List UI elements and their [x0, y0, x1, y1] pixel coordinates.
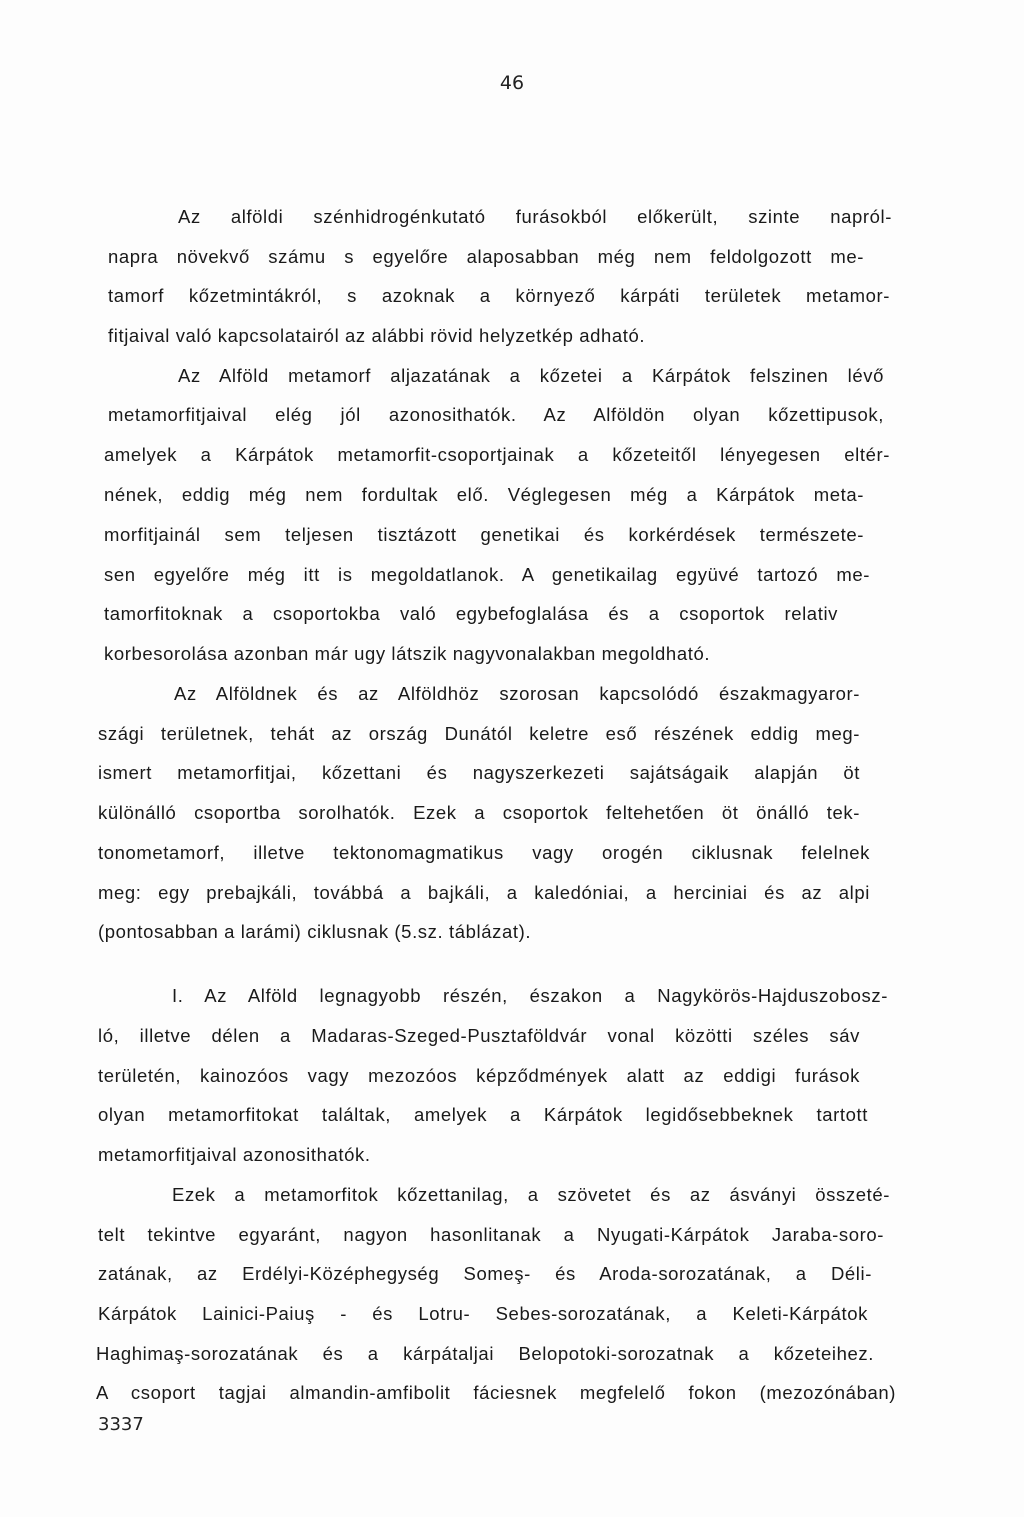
text-line: tamorfitoknak a csoportokba való egybefoglalása és a csoportok relativ — [104, 603, 838, 624]
text-line: sen egyelőre még itt is megoldatlanok. A genetikailag együvé tartozó me- — [104, 564, 870, 585]
text-line: nének, eddig még nem fordultak elő. Véglegesen még a Kárpátok meta- — [104, 484, 864, 505]
text-line: Az alföldi szénhidrogénkutató furásokból előkerült, szinte napról- — [178, 206, 892, 227]
page-number: 46 — [499, 72, 525, 94]
text-line: telt tekintve egyaránt, nagyon hasonlitanak a Nyugati-Kárpátok Jaraba-soro- — [98, 1224, 884, 1245]
text-line: tonometamorf, illetve tektonomagmatikus vagy orogén ciklusnak felelnek — [98, 842, 870, 863]
text-line: Az Alföld metamorf aljazatának a kőzetei a Kárpátok felszinen lévő — [178, 365, 884, 386]
text-line: (pontosabban a larámi) ciklusnak (5.sz. táblázat). — [98, 921, 532, 942]
text-line: amelyek a Kárpátok metamorfit-csoportjainak a kőzeteitől lényegesen eltér- — [104, 444, 890, 465]
text-line: zatának, az Erdélyi-Középhegység Someş- és Aroda-sorozatának, a Déli- — [98, 1263, 872, 1284]
text-line: Ezek a metamorfitok kőzettanilag, a szövetet és az ásványi összeté- — [172, 1184, 890, 1205]
text-line: különálló csoportba sorolhatók. Ezek a csoportok feltehetően öt önálló tek- — [98, 802, 860, 823]
text-line: metamorfitjaival azonosithatók. — [98, 1144, 371, 1165]
text-line: ló, illetve délen a Madaras-Szeged-Pusztaföldvár vonal közötti széles sáv — [98, 1025, 860, 1046]
text-line: ismert metamorfitjai, kőzettani és nagyszerkezeti sajátságaik alapján öt — [98, 762, 860, 783]
text-line: Haghimaş-sorozatának és a kárpátaljai Belopotoki-sorozatnak a kőzeteihez. — [96, 1343, 874, 1364]
footer-code: 3337 — [98, 1414, 144, 1435]
text-line: tamorf kőzetmintákról, s azoknak a környező kárpáti területek metamor- — [108, 285, 890, 306]
text-line: napra növekvő számu s egyelőre alaposabban még nem feldolgozott me- — [108, 246, 864, 267]
text-line: területén, kainozóos vagy mezozóos képződmények alatt az eddigi furások — [98, 1065, 860, 1086]
text-line: Kárpátok Lainici-Paiuş - és Lotru- Sebes-sorozatának, a Keleti-Kárpátok — [98, 1303, 868, 1324]
text-line: meg: egy prebajkáli, továbbá a bajkáli, a kaledóniai, a herciniai és az alpi — [98, 882, 870, 903]
text-line: Az Alföldnek és az Alföldhöz szorosan kapcsolódó északmagyaror- — [174, 683, 860, 704]
text-line: A csoport tagjai almandin-amfibolit fáciesnek megfelelő fokon (mezozónában) — [96, 1382, 896, 1403]
text-line: fitjaival való kapcsolatairól az alábbi rövid helyzetkép adható. — [108, 325, 646, 346]
text-line: morfitjainál sem teljesen tisztázott genetikai és korkérdések természete- — [104, 524, 864, 545]
text-line: olyan metamorfitokat találtak, amelyek a Kárpátok legidősebbeknek tartott — [98, 1104, 868, 1125]
text-line: metamorfitjaival elég jól azonosithatók. Az Alföldön olyan kőzettipusok, — [108, 404, 884, 425]
text-line: korbesorolása azonban már ugy látszik nagyvonalakban megoldható. — [104, 643, 711, 664]
text-line: I. Az Alföld legnagyobb részén, északon a Nagykörös-Hajduszobosz- — [172, 985, 888, 1006]
text-line: szági területnek, tehát az ország Dunától keletre eső részének eddig meg- — [98, 723, 860, 744]
